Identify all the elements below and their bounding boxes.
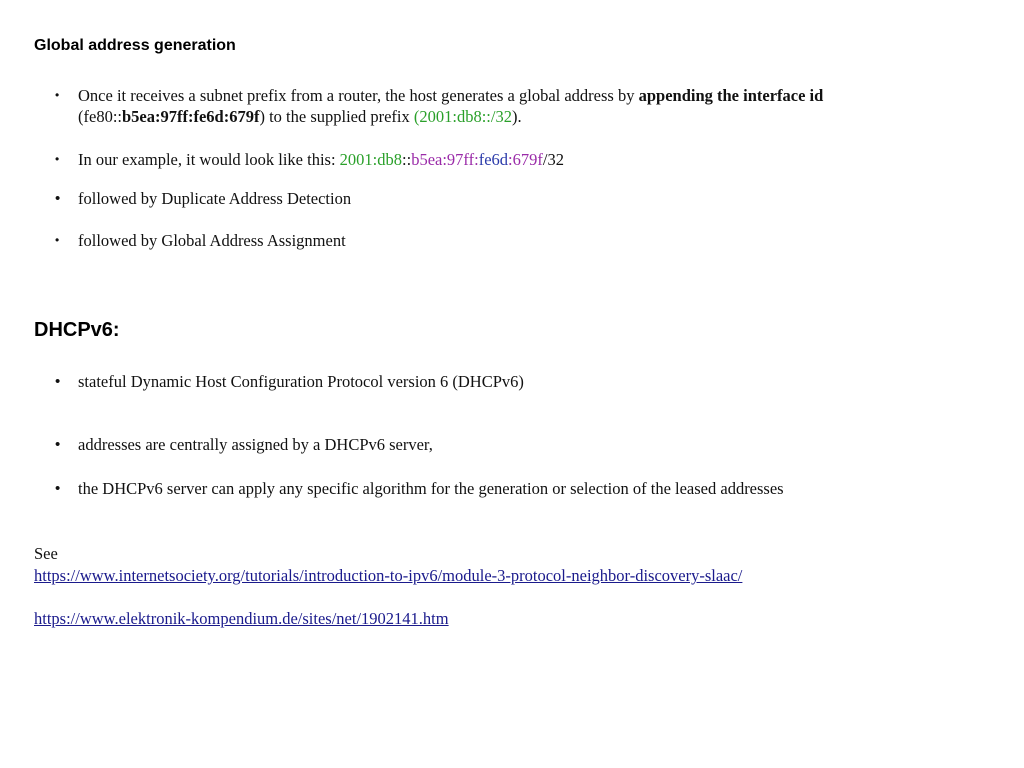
text: followed by Global Address Assignment — [78, 231, 346, 250]
section-title-global-address: Global address generation — [34, 37, 236, 54]
text: ). — [511, 107, 522, 126]
interface-id-bold: b5ea:97ff:fe6d:679f — [121, 107, 260, 126]
bullet-icon: • — [55, 190, 61, 207]
text: addresses are centrally assigned by a DHCPv6 server, — [78, 435, 433, 454]
list-item-gaa — [55, 230, 978, 251]
section-title-dhcpv6: DHCPv6: — [34, 319, 120, 341]
interface-id-purple: b5ea:97ff: — [411, 150, 479, 169]
link-internetsociety[interactable]: https://www.internetsociety.org/tutorials/introduction-to-ipv6/module-3-protocol-neighbor-discovery-slaac/ — [34, 566, 743, 585]
text: Once it receives a subnet prefix from a router, the host generates a global address by — [78, 86, 639, 105]
text: ) to the supplied prefix — [259, 107, 414, 126]
interface-id-purple: :679f — [508, 150, 543, 169]
list-item-dad — [55, 188, 978, 209]
text: (fe80:: — [78, 107, 122, 126]
text: stateful Dynamic Host Configuration Protocol version 6 (DHCPv6) — [78, 372, 524, 391]
prefix-green: (2001:db8::/32 — [413, 107, 512, 126]
text: In our example, it would look like this: — [78, 150, 340, 169]
list-item-example-address — [55, 149, 978, 170]
prefix-green: 2001:db8 — [339, 150, 403, 169]
bullet-icon: • — [55, 373, 61, 390]
link-elektronik-kompendium[interactable]: https://www.elektronik-kompendium.de/sites/net/1902141.htm — [34, 609, 449, 628]
bullet-icon: • — [55, 233, 60, 247]
address-colons: :: — [402, 150, 412, 169]
prefix-length: /32 — [542, 150, 564, 169]
text-bold: appending the interface id — [638, 86, 824, 105]
bullet-icon: • — [55, 480, 61, 497]
list-item-dhcpv6-central — [55, 434, 978, 455]
list-item-dhcpv6-algorithm — [55, 478, 978, 499]
interface-id-blue: fe6d — [478, 150, 509, 169]
bullet-icon: • — [55, 152, 60, 166]
bullet-icon: • — [55, 436, 61, 453]
list-item-dhcpv6-stateful — [55, 371, 978, 392]
bullet-icon: • — [55, 88, 60, 102]
see-label: See — [34, 544, 58, 563]
text: the DHCPv6 server can apply any specific algorithm for the generation or selection of the leased addresses — [78, 479, 784, 498]
list-item-global-address-generation — [55, 85, 978, 127]
text: followed by Duplicate Address Detection — [78, 189, 352, 208]
